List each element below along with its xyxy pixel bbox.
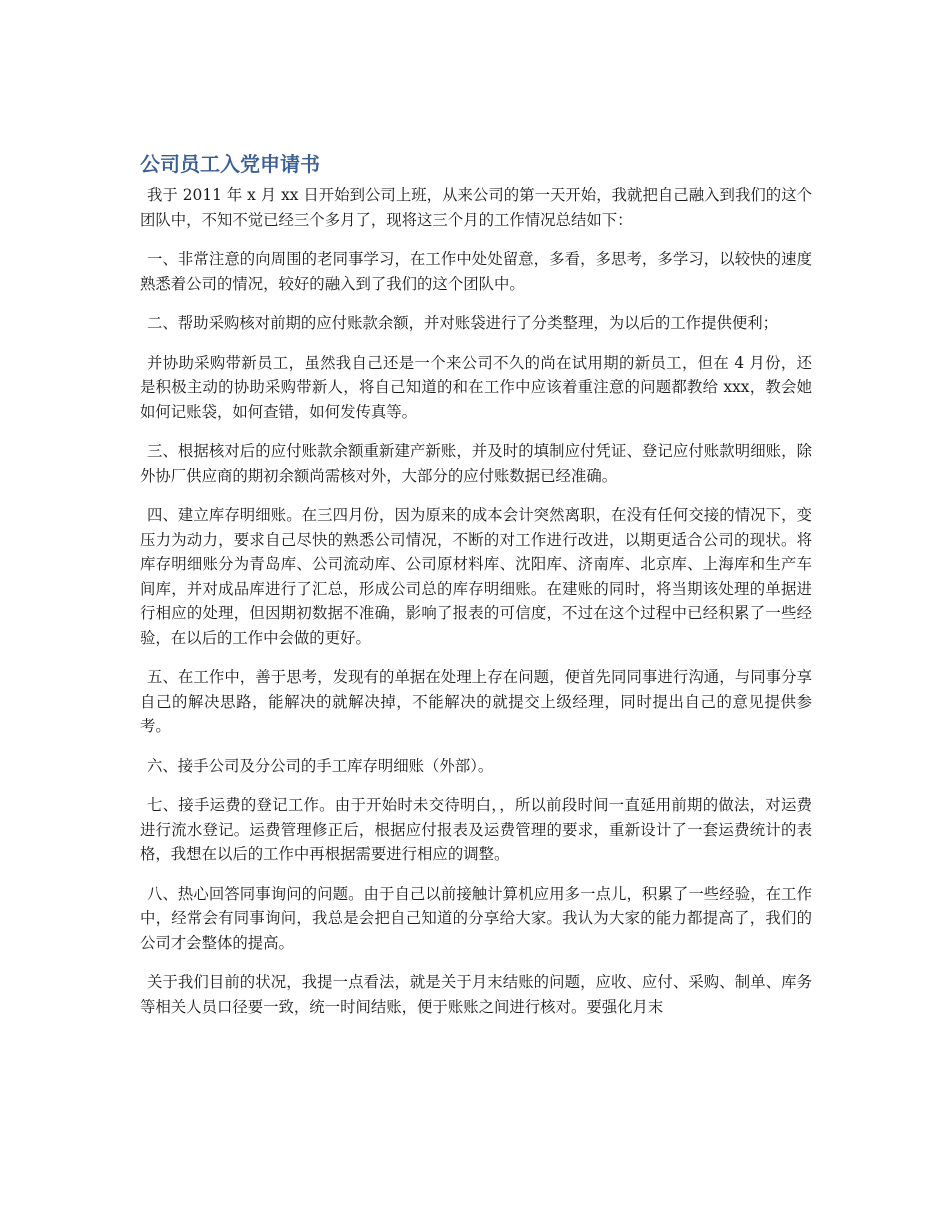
document-page (140, 148, 812, 1034)
paragraph-item-2: 二、帮助采购核对前期的应付账款余额，并对账袋进行了分类整理，为以后的工作提供便利； (147, 314, 779, 332)
paragraph-item-6: 六、接手公司及分公司的手工库存明细账（外部）。 (147, 756, 494, 775)
paragraph-item-7: 七、接手运费的登记工作。由于开始时未交待明白，，所以前段时间一直延用前期的做法，对运费进行流水登记。运费管理修正后，根据应付报表及运费管理的要求，重新设计了一套运费统计的表格，我想在以后的工作中再根据需要进行相应的调整。 (140, 796, 812, 863)
document-title: 公司员工入党申请书 (140, 152, 320, 176)
paragraph-item-5: 五、在工作中，善于思考，发现有的单据在处理上存在问题，便首先同同事进行沟通，与同事分享自己的解决思路，能解决的就解决掉，不能解决的就提交上级经理，同时提出自己的意见提供参考。 (140, 668, 812, 735)
paragraph-intro: 我于 2011 年 x 月 xx 日开始到公司上班，从来公司的第一天开始，我就把自己融入到我们的这个团队中，不知不觉已经三个多月了，现将这三个月的工作情况总结如下： (140, 186, 812, 229)
paragraph-item-2-continued: 并协助采购带新员工，虽然我自己还是一个来公司不久的尚在试用期的新员工，但在 4 月份，还是积极主动的协助采购带新人，将自己知道的和在工作中应该着重注意的问题都教给 xxx，教会她如何记账袋，如何查错，如何发传真等。 (140, 353, 812, 421)
paragraph-closing: 关于我们目前的状况，我提一点看法，就是关于月末结账的问题，应收、应付、采购、制单、库务等相关人员口径要一致，统一时间结账，便于账账之间进行核对。要强化月末 (140, 973, 812, 1016)
paragraph-item-1: 一、非常注意的向周围的老同事学习，在工作中处处留意，多看，多思考，多学习，以较快的速度熟悉着公司的情况，较好的融入到了我们的这个团队中。 (140, 250, 812, 293)
paragraph-item-8: 八、热心回答同事询问的问题。由于自己以前接触计算机应用多一点儿，积累了一些经验，在工作中，经常会有同事询问，我总是会把自己知道的分享给大家。我认为大家的能力都提高了，我们的公司才会整体的提高。 (140, 884, 812, 952)
paragraph-item-4: 四、建立库存明细账。在三四月份，因为原来的成本会计突然离职，在没有任何交接的情况下，变压力为动力，要求自己尽快的熟悉公司情况，不断的对工作进行改进，以期更适合公司的现状。将库存明细账分为青岛库、公司流动库、公司原材料库、沈阳库、济南库、北京库、上海库和生产车间库，并对成品库进行了汇总，形成公司总的库存明细账。在建账的同时，将当期该处理的单据进行相应的处理，但因期初数据不准确，影响了报表的可信度，不过在这个过程中已经积累了一些经验，在以后的工作中会做的更好。 (140, 506, 812, 647)
paragraph-item-3: 三、根据核对后的应付账款余额重新建产新账，并及时的填制应付凭证、登记应付账款明细账，除外协厂供应商的期初余额尚需核对外，大部分的应付账数据已经准确。 (140, 442, 812, 485)
